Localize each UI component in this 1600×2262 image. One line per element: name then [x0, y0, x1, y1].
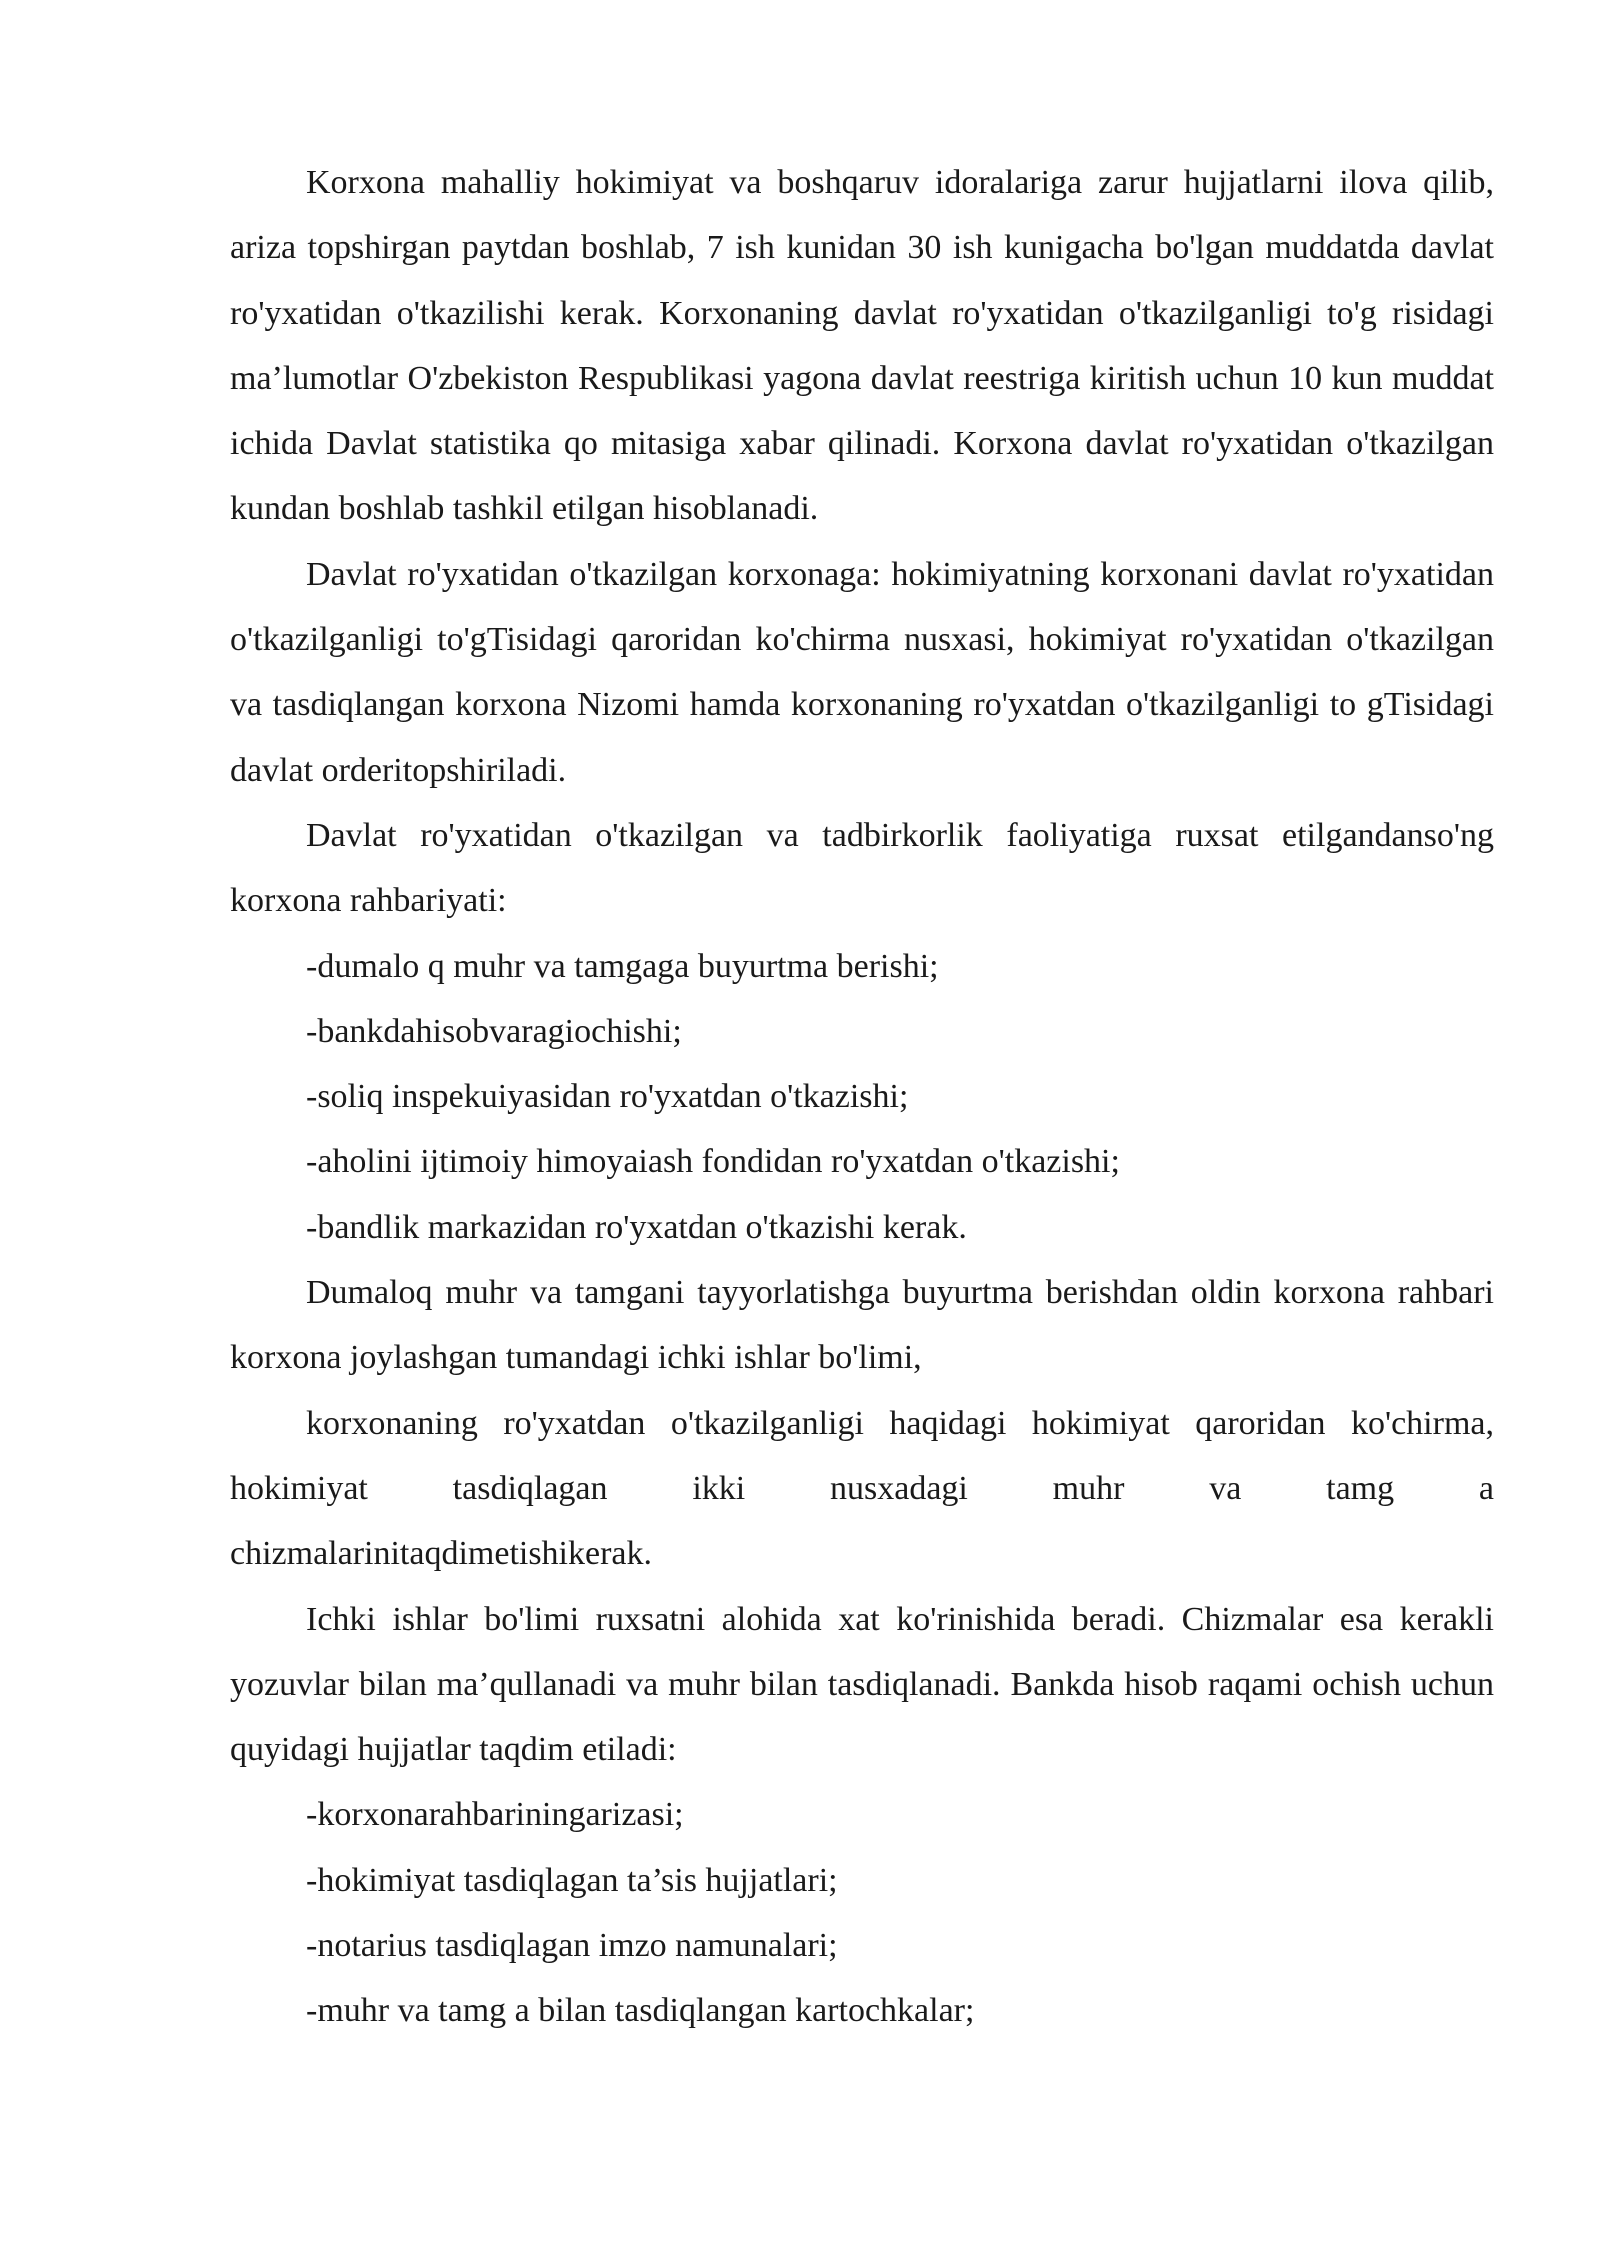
paragraph-registered-enterprise: Davlat ro'yxatidan o'tkazilgan korxonaga: hokimiyatning korxonani davlat ro'yxatidan o'tkazilganligi to'gTisidagi qaroridan ko'chirma nusxasi, hokimiyat ro'yxatidan o'tkazilgan va tasdiqlangan korxona Nizomi hamda korxonaning ro'yxatdan o'tkazilganligi to gTisidagi davlat orderitopshiriladi.: [230, 555, 1494, 789]
list-bank-documents: [230, 1782, 1494, 2043]
list-item: -bandlik markazidan ro'yxatdan o'tkazishi kerak.: [306, 1208, 967, 1246]
paragraph-seal-documents-end: chizmalarinitaqdimetishikerak.: [230, 1535, 653, 1573]
paragraph-seal-order: Dumaloq muhr va tamgani tayyorlatishga buyurtma berishdan oldin korxona rahbari korxona joylashgan tumandagi ichki ishlar bo'limi,: [230, 1274, 1494, 1377]
paragraph-management-duties: Davlat ro'yxatidan o'tkazilgan va tadbirkorlik faoliyatiga ruxsat etilgandanso'ng korxona rahbariyati:: [230, 816, 1494, 920]
list-item: -korxonarahbariningarizasi;: [306, 1796, 684, 1834]
paragraph-registration-deadline: Korxona mahalliy hokimiyat va boshqaruv idoralariga zarur hujjatlarni ilova qilib, ariza topshirgan paytdan boshlab, 7 ish kunidan 30 ish kunigacha bo'lgan muddatda davlat ro'yxatidan o'tkazilishi kerak. Korxonaning davlat ro'yxatidan o'tkazilganligi to'g risidagi ma’lumotlar O'zbekiston Respublikasi yagona davlat reestriga kiritish uchun 10 kun muddat ichida Davlat statistika qo mitasiga xabar qilinadi. Korxona davlat ro'yxatidan o'tkazilgan kundan boshlab tashkil etilgan hisoblanadi.: [230, 164, 1494, 528]
list-item: -soliq inspekuiyasidan ro'yxatdan o'tkazishi;: [306, 1078, 909, 1116]
list-item: -hokimiyat tasdiqlagan ta’sis hujjatlari;: [306, 1861, 838, 1899]
list-management-duties: [230, 934, 1494, 1260]
list-item: -bankdahisobvaragiochishi;: [306, 1012, 682, 1050]
paragraph-seal-documents: korxonaning ro'yxatdan o'tkazilganligi haqidagi hokimiyat qaroridan ko'chirma, hokimiyat tasdiqlagan ikki nusxadagi muhr va tamg a: [230, 1404, 1494, 1507]
document-page: [230, 150, 1494, 2044]
list-item: -muhr va tamg a bilan tasdiqlangan kartochkalar;: [306, 1992, 975, 2030]
list-item: -notarius tasdiqlagan imzo namunalari;: [306, 1927, 838, 1965]
list-item: -aholini ijtimoiy himoyaiash fondidan ro'yxatdan o'tkazishi;: [306, 1143, 1120, 1181]
paragraph-bank-account: Ichki ishlar bo'limi ruxsatni alohida xat ko'rinishida beradi. Chizmalar esa kerakli yozuvlar bilan ma’qullanadi va muhr bilan tasdiqlanadi. Bankda hisob raqami ochish uchun quyidagi hujjatlar taqdim etiladi:: [230, 1600, 1494, 1769]
list-item: -dumalo q muhr va tamgaga buyurtma berishi;: [306, 947, 939, 985]
